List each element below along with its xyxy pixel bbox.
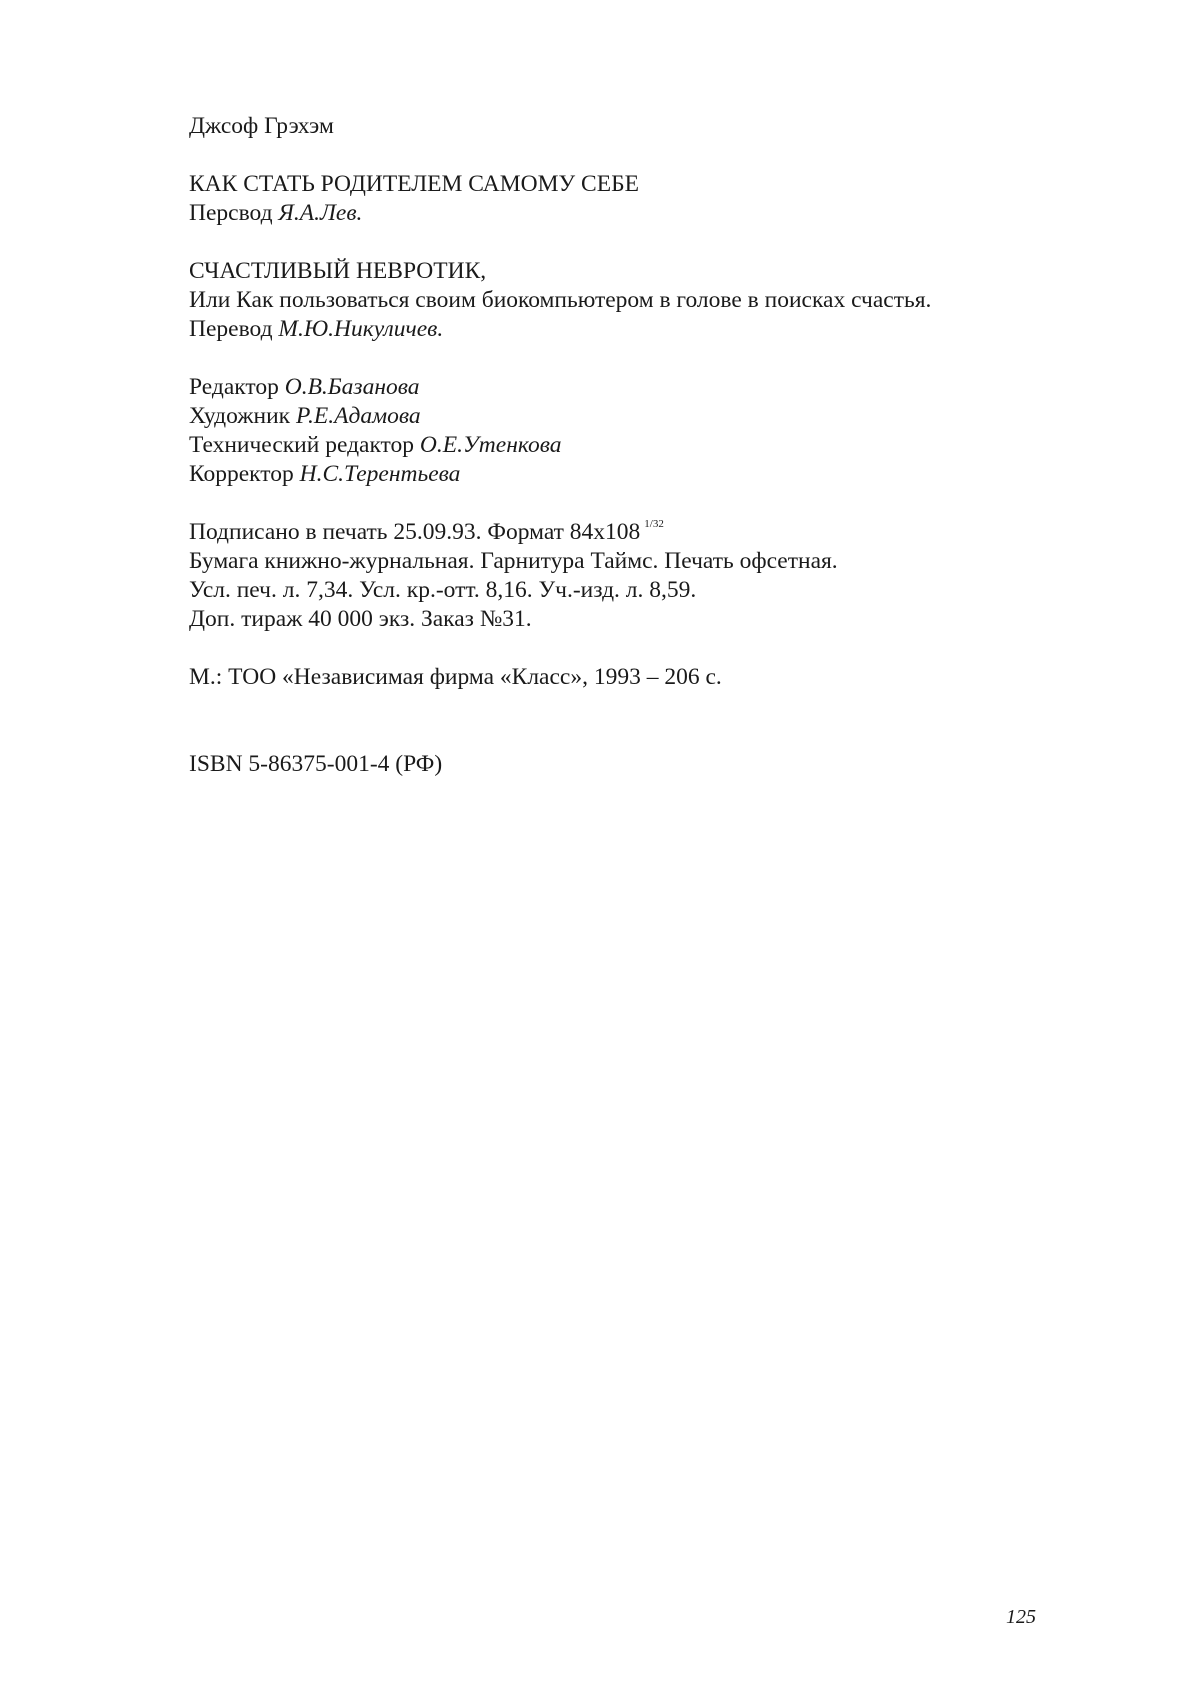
format-fraction: 1/32: [644, 518, 664, 531]
credit-role: Художник: [189, 403, 296, 429]
credit-tech-editor: [189, 431, 1089, 460]
credit-proofreader: [189, 460, 1089, 489]
credit-person: О.Е.Утенкова: [419, 432, 562, 458]
print-signed-text: Подписано в печать 25.09.93. Формат 84x108: [189, 519, 641, 545]
credit-role: Корректор: [189, 461, 300, 487]
book2-subtitle: Или Как пользоваться своим биокомпьютером в голове в поисках счастья.: [189, 287, 932, 313]
credits-block: [189, 373, 1089, 489]
book1-block: [189, 170, 1089, 228]
book1-translator: Я.А.Лев.: [278, 200, 363, 226]
credit-person: Н.С.Терентьева: [299, 461, 461, 487]
author-block: [189, 112, 1089, 141]
print-info-block: [189, 518, 1089, 634]
book1-translation-prefix: Персвод: [189, 200, 279, 226]
publisher-block: [189, 663, 1089, 692]
print-sheets: Усл. печ. л. 7,34. Усл. кр.-отт. 8,16. Уч.-изд. л. 8,59.: [189, 577, 697, 603]
isbn-block: [189, 750, 1089, 779]
credit-role: Технический редактор: [189, 432, 420, 458]
book1-title: КАК СТАТЬ РОДИТЕЛЕМ САМОМУ СЕБЕ: [189, 171, 639, 197]
publisher-line: М.: ТОО «Независимая фирма «Класс», 1993 – 206 с.: [189, 664, 722, 690]
book2-translation-prefix: Перевод: [189, 316, 279, 342]
credit-person: О.В.Базанова: [284, 374, 420, 400]
credit-editor: [189, 373, 1089, 402]
print-circulation: Доп. тираж 40 000 экз. Заказ №31.: [189, 606, 532, 632]
isbn-line: ISBN 5-86375-001-4 (РФ): [189, 751, 443, 777]
page-number: 125: [1006, 1606, 1036, 1628]
credit-role: Редактор: [189, 374, 285, 400]
author-name: Джсоф Грэхэм: [189, 113, 334, 139]
imprint-page: [189, 112, 1089, 779]
credit-person: Р.Е.Адамова: [295, 403, 421, 429]
book1-translation: [189, 199, 1089, 228]
book2-block: [189, 257, 1089, 344]
book2-title: СЧАСТЛИВЫЙ НЕВРОТИК,: [189, 258, 487, 284]
credit-artist: [189, 402, 1089, 431]
print-signed: [189, 518, 1089, 547]
print-paper: Бумага книжно-журнальная. Гарнитура Таймс. Печать офсетная.: [189, 548, 838, 574]
book2-translator: М.Ю.Никуличев.: [278, 316, 444, 342]
book2-translation: [189, 315, 1089, 344]
